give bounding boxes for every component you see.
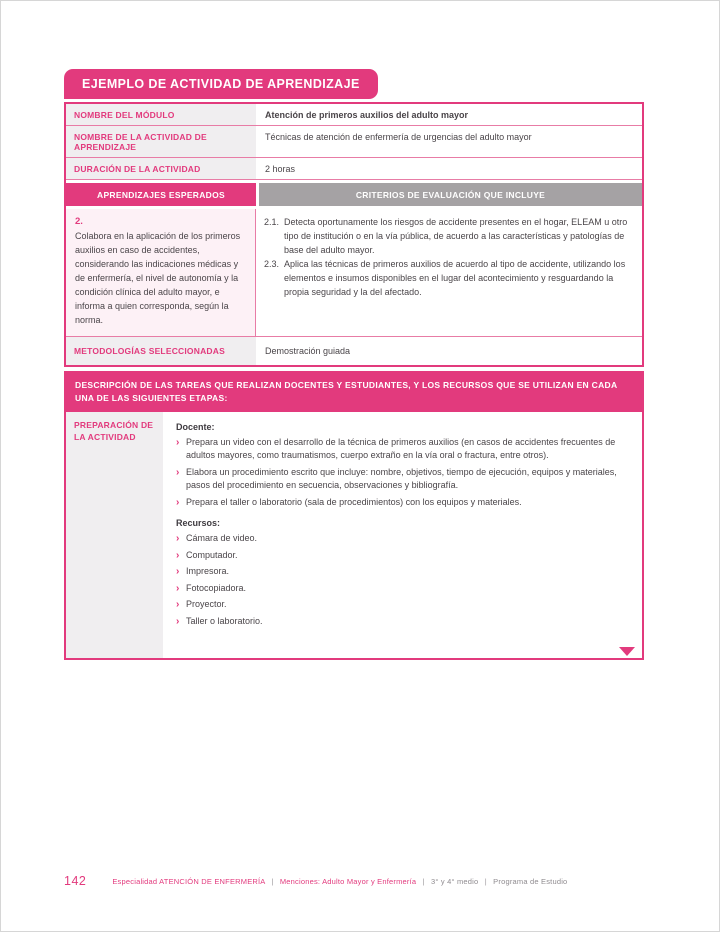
criterion-item [264, 216, 632, 258]
docente-heading: Docente: [176, 421, 215, 432]
learning-table-body [66, 209, 642, 337]
footer-program: Programa de Estudio [493, 876, 568, 886]
description-table [64, 371, 644, 660]
list-item [176, 565, 628, 579]
criterios-cell [256, 209, 642, 336]
description-header: DESCRIPCIÓN DE LAS TAREAS QUE REALIZAN DOCENTES Y ESTUDIANTES, Y LOS RECURSOS QUE SE UTILIZAN EN CADA UNA DE LAS SIGUIENTES ETAPAS: [66, 373, 642, 412]
footer-separator: | [422, 876, 425, 886]
activity-name-value: Técnicas de atención de enfermería de urgencias del adulto mayor [265, 132, 532, 142]
activity-name-label: NOMBRE DE LA ACTIVIDAD DE APRENDIZAJE [66, 126, 256, 157]
table-row [66, 337, 642, 365]
aprendizajes-header: APRENDIZAJES ESPERADOS [66, 183, 256, 206]
page-number: 142 [64, 874, 87, 888]
table-row [66, 158, 642, 180]
list-item [176, 598, 628, 612]
bullet-icon: › [176, 466, 180, 478]
list-item [176, 466, 628, 493]
module-name-value: Atención de primeros auxilios del adulto mayor [265, 110, 469, 120]
continuation-arrow-icon [619, 647, 635, 656]
bullet-icon: › [176, 615, 180, 627]
aprendizaje-cell [66, 209, 256, 336]
list-item-text: Prepara un video con el desarrollo de la técnica de primeros auxilios (en casos de accidentes frecuentes de adultos mayores, como traumatismos, cuerpo extraño en la vía oral o fractura, entre otros). [186, 436, 616, 461]
bullet-icon: › [176, 566, 180, 578]
footer-mentions: Menciones: Adulto Mayor y Enfermería [279, 876, 417, 886]
bullet-icon: › [176, 533, 180, 545]
list-item-text: Prepara el taller o laboratorio (sala de procedimientos) con los equipos y materiales. [186, 496, 522, 507]
footer [64, 874, 664, 888]
learning-table-header [66, 183, 642, 206]
page-content [64, 69, 644, 660]
list-item-text: Elabora un procedimiento escrito que incluye: nombre, objetivos, tiempo de ejecución, equipos y materiales, pasos del procedimiento en secuencia, observaciones y bibliografía. [186, 466, 617, 491]
footer-text [112, 877, 567, 886]
footer-grade: 3° y 4° medio [431, 876, 479, 886]
list-item-text: Cámara de video. [186, 533, 258, 544]
aprendizaje-text: Colabora en la aplicación de los primeros auxilios en caso de accidentes, considerando las indicaciones médicas y de enfermería, el nivel de autonomía y la condición clínica del adulto mayor, e informa a quien corresponda, según la norma. [75, 231, 241, 325]
metodologias-label: METODOLOGÍAS SELECCIONADAS [66, 337, 256, 365]
aprendizaje-number: 2. [75, 216, 83, 227]
list-item-text: Impresora. [186, 566, 230, 577]
preparation-content [166, 412, 642, 658]
list-item [176, 582, 628, 596]
footer-specialty: Especialidad ATENCIÓN DE ENFERMERÍA [112, 876, 266, 886]
list-item-text: Taller o laboratorio. [186, 615, 263, 626]
duration-label: DURACIÓN DE LA ACTIVIDAD [66, 158, 256, 179]
list-item-text: Proyector. [186, 599, 227, 610]
footer-separator: | [271, 876, 274, 886]
stage-label: PREPARACIÓN DE LA ACTIVIDAD [66, 412, 163, 658]
bullet-icon: › [176, 599, 180, 611]
criterion-text: Detecta oportunamente los riesgos de accidente presentes en el hogar, ELEAM u otro tipo de institución o en la vía pública, de acuerdo a las características y patologías de base del adulto mayor. [284, 217, 628, 255]
criterion-text: Aplica las técnicas de primeros auxilios de acuerdo al tipo de accidente, utilizando los elementos e insumos disponibles en el lugar del acontecimiento y resguardando la propia seguridad y la del afectado. [284, 258, 626, 297]
list-item [176, 532, 628, 546]
criterios-header: CRITERIOS DE EVALUACIÓN QUE INCLUYE [259, 183, 642, 206]
bullet-icon: › [176, 436, 180, 448]
table-row [66, 104, 642, 126]
criterion-number: 2.3. [264, 258, 280, 269]
module-name-label: NOMBRE DEL MÓDULO [66, 104, 256, 125]
list-item-text: Computador. [186, 549, 238, 560]
metodologias-value: Demostración guiada [265, 345, 351, 356]
bullet-icon: › [176, 549, 180, 561]
list-item [176, 615, 628, 629]
criterion-number: 2.1. [264, 217, 280, 227]
bullet-icon: › [176, 582, 180, 594]
table-row [66, 126, 642, 158]
duration-value: 2 horas [265, 164, 296, 174]
recursos-heading: Recursos: [176, 518, 221, 529]
preparation-row [66, 412, 642, 658]
page-title: EJEMPLO DE ACTIVIDAD DE APRENDIZAJE [64, 69, 378, 99]
bullet-icon: › [176, 496, 180, 508]
list-item [176, 436, 628, 463]
list-item-text: Fotocopiadora. [186, 582, 247, 593]
footer-separator: | [484, 876, 487, 886]
activity-info-table [64, 102, 644, 367]
criterion-item [264, 258, 632, 300]
list-item [176, 549, 628, 563]
list-item [176, 496, 628, 510]
